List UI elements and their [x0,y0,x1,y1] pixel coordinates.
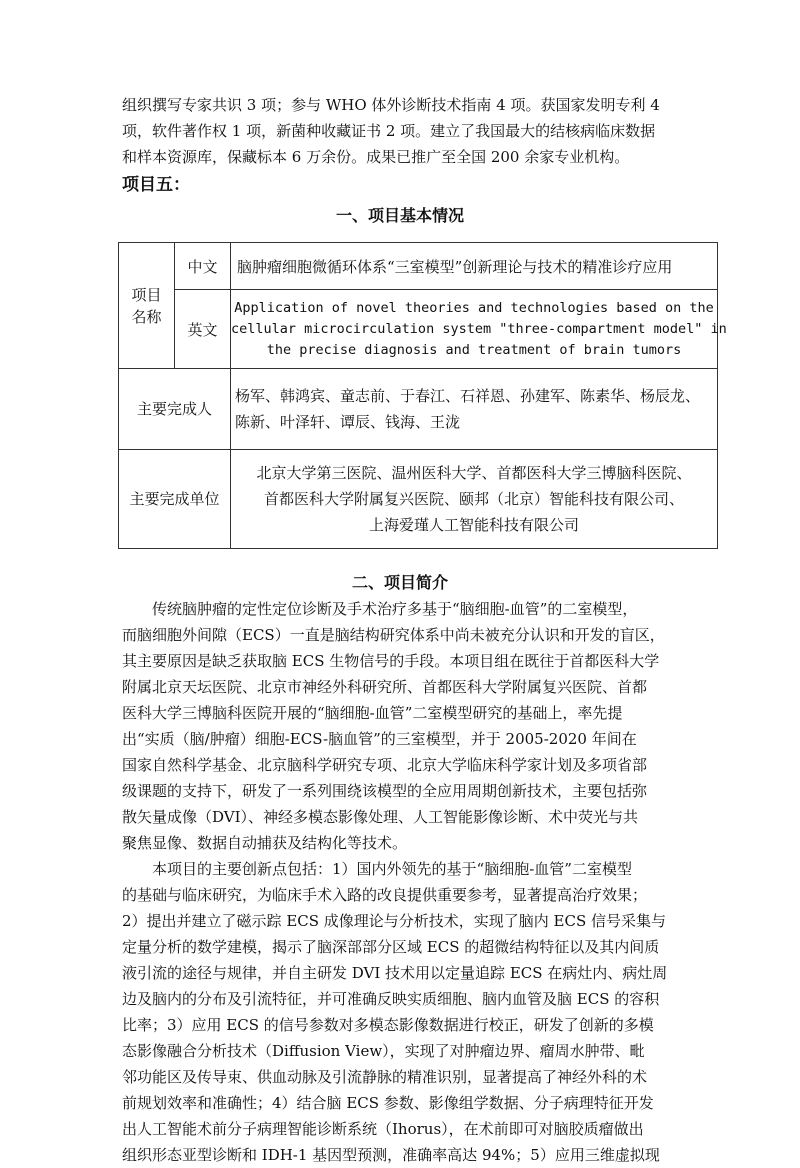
chinese-label: 中文 [175,243,231,290]
intro-line: 和样本资源库，保藏标本 6 万余份。成果已推广至全国 200 余家专业机构。 [122,148,630,166]
chinese-project-name: 脑肿瘤细胞微循环体系“三室模型”创新理论与技术的精准诊疗应用 [231,243,718,290]
body-line: 态影像融合分析技术（Diffusion View），实现了对肿瘤边界、瘤周水肿带、毗 [122,1042,645,1060]
main-units-label: 主要完成单位 [119,450,231,549]
english-label: 英文 [175,290,231,369]
table-row [119,369,718,450]
body-line: 组织形态亚型诊断和 IDH-1 基因型预测，准确率高达 94%；5）应用三维虚拟现 [122,1146,660,1164]
project-summary-paragraph [122,596,682,1168]
body-line: 附属北京天坛医院、北京市神经外科研究所、首都医科大学附属复兴医院、首都 [122,678,648,696]
body-line: 前规划效率和准确性；4）结合脑 ECS 参数、影像组学数据、分子病理特征开发 [122,1094,654,1112]
body-line: 邻功能区及传导束、供血动脉及引流静脉的精准识别，显著提高了神经外科的术 [122,1068,648,1086]
section-title-basic-info: 一、项目基本情况 [335,206,464,225]
intro-line: 组织撰写专家共识 3 项；参与 WHO 体外诊断技术指南 4 项。获国家发明专利 4 [122,96,660,114]
body-line: 出人工智能术前分子病理智能诊断系统（Ihorus），在术前即可对脑胶质瘤做出 [122,1120,644,1138]
body-line: 散矢量成像（DVI）、神经多模态影像处理、人工智能影像诊断、术中荧光与共 [122,808,639,826]
body-line: 其主要原因是缺乏获取脑 ECS 生物信号的手段。本项目组在既往于首都医科大学 [122,652,660,670]
project-name-label: 项目 名称 [119,243,175,369]
body-line: 传统脑肿瘤的定性定位诊断及手术治疗多基于“脑细胞-血管”的二室模型， [152,600,638,618]
main-contributors-label: 主要完成人 [119,369,231,450]
body-line: 2）提出并建立了磁示踪 ECS 成像理论与分析技术，实现了脑内 ECS 信号采集与 [122,912,667,930]
intro-line: 项，软件著作权 1 项，新菌种收藏证书 2 项。建立了我国最大的结核病临床数据 [122,122,656,140]
intro-paragraph [122,92,682,170]
project-info-table [118,242,727,549]
body-line: 本项目的主要创新点包括：1）国内外领先的基于“脑细胞-血管”二室模型 [152,860,632,878]
body-line: 边及脑内的分布及引流特征，并可准确反映实质细胞、脑内血管及脑 ECS 的容积 [122,990,660,1008]
english-project-name: Application of novel theories and technologies based on the cellular microcirculation system "three-compartment model" in the precise diagnosis and treatment of brain tumors [231,290,718,369]
body-line: 出“实质（脑/肿瘤）细胞-ECS-脑血管”的三室模型，并于 2005-2020 年间在 [122,730,637,748]
body-line: 液引流的途径与规律，并自主研发 DVI 技术用以定量追踪 ECS 在病灶内、病灶周 [122,964,668,982]
body-line: 国家自然科学基金、北京脑科学研究专项、北京大学临床科学家计划及多项省部 [122,756,648,774]
body-line: 比率；3）应用 ECS 的信号参数对多模态影像数据进行校正，研发了创新的多模 [122,1016,654,1034]
main-units-list: 北京大学第三医院、温州医科大学、首都医科大学三博脑科医院、 首都医科大学附属复兴医院、颐邦（北京）智能科技有限公司、 上海爱瑾人工智能科技有限公司 [231,450,718,549]
body-line: 医科大学三博脑科医院开展的“脑细胞-血管”二室模型研究的基础上，率先提 [122,704,623,722]
body-line: 级课题的支持下，研发了一系列围绕该模型的全应用周期创新技术，主要包括弥 [122,782,648,800]
table-row [119,290,718,369]
body-line: 聚焦显像、数据自动捕获及结构化等技术。 [122,834,408,852]
body-line: 的基础与临床研究，为临床手术入路的改良提供重要参考，显著提高治疗效果； [122,886,648,904]
section-title-summary: 二、项目简介 [351,573,448,592]
project-heading: 项目五： [122,175,190,195]
body-line: 定量分析的数学建模，揭示了脑深部部分区域 ECS 的超微结构特征以及其内间质 [122,938,660,956]
main-contributors-list: 杨军、韩鸿宾、童志前、于春江、石祥恩、孙建军、陈素华、杨辰龙、 陈新、叶泽轩、谭辰、钱海、王泷 [231,369,718,450]
body-line: 而脑细胞外间隙（ECS）一直是脑结构研究体系中尚未被充分认识和开发的盲区， [122,626,665,644]
table-row [119,243,718,290]
table-row [119,450,718,549]
